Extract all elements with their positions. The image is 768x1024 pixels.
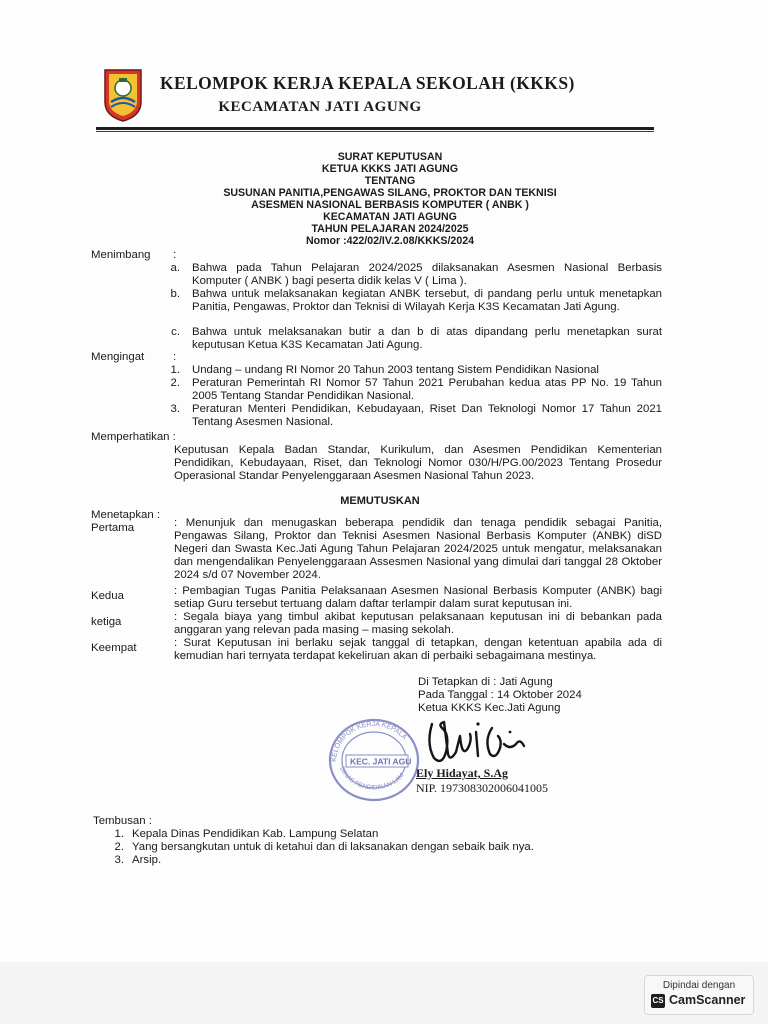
letterhead-rule-thin [96,131,654,132]
stamp-text-bottom: DINAS PENDIDIKAN LAM [338,765,406,792]
tembusan-mark-1: 1. [114,828,124,840]
svg-text:DINAS PENDIDIKAN LAM [338,766,405,792]
camscanner-caption: Dipindai dengan [662,980,736,991]
decree-subject-line-2: ASESMEN NASIONAL BERBASIS KOMPUTER ( ANBK ) [251,199,529,211]
decision-text-ketiga: : Segala biaya yang timbul akibat keputusan pelaksanaan keputusan ini di bebankan pada anggaran yang relevan pada masing – masing sekolah. [174,611,662,636]
menetapkan-label: Menetapkan : [91,509,161,521]
menimbang-item-a: Bahwa pada Tahun Pelajaran 2024/2025 dilaksanakan Asesmen Nasional Berbasis Komputer ( ANBK ) bagi peserta didik kelas V ( Lima ). [192,262,662,287]
signer-name: Ely Hidayat, S.Ag [416,766,509,780]
stamp-text-top: KELOMPOK KERJA KEPALA [330,720,408,763]
decision-text-keempat: : Surat Keputusan ini berlaku sejak tanggal di tetapkan, dengan ketentuan apabila ada di kemudian hari ternyata terdapat kekeliruan akan di perbaiki sebagaimana mestinya. [174,637,662,662]
memperhatikan-text: Keputusan Kepala Badan Standar, Kurikulum, dan Asesmen Pendidikan Kementerian Pendidikan, Kebudayaan, Riset, dan Teknologi Nomor 030/H/PG.00/2023 Tentang Prosedur Operasional Standar Penyelenggaraan Asesmen Nasional Tahun 2023. [174,444,662,482]
memperhatikan-label: Memperhatikan : [91,431,176,443]
organization-name: KELOMPOK KERJA KEPALA SEKOLAH (KKKS) [160,73,575,93]
signer-nip: NIP. 197308302006041005 [416,781,549,795]
handwritten-signature [420,714,530,768]
decision-text-kedua: : Pembagian Tugas Panitia Pelaksanaan Asesmen Nasional Berbasis Komputer (ANBK) bagi setiap Guru tersebut tertuang dalam daftar terlampir dalam surat keputusan ini. [174,585,662,610]
decision-label-keempat: Keempat [91,642,137,654]
decree-about: TENTANG [364,175,416,187]
menimbang-mark-c: c. [171,326,180,338]
mengingat-item-2: Peraturan Pemerintah RI Nomor 57 Tahun 2021 Perubahan kedua atas PP No. 19 Tahun 2005 Tentang Standar Pendidikan Nasional. [192,377,662,402]
memutuskan-title: MEMUTUSKAN [340,495,420,507]
menimbang-mark-b: b. [170,288,180,300]
tembusan-mark-3: 3. [114,854,124,866]
decision-label-kedua: Kedua [91,590,124,602]
decision-text-pertama: : Menunjuk dan menugaskan beberapa pendidik dan tenaga pendidik sebagai Panitia, Pengawas Silang, Proktor dan Teknisi Asesmen Nasional Berbasis Komputer (ANBK) diSD Negeri dan Swasta Kec.Jati Agung Tahun Pelajaran 2024/2025 untuk mengatur, melaksanakan dan mengendalikan Penyelenggaraan Assesmen Nasional yang dimulai dari tanggal 28 Oktober 2024 s/d 07 November 2024. [174,517,662,581]
stamp-text-mid: KEC. JATI AGU [350,756,412,767]
decree-number: Nomor :422/02/IV.2.08/KKKS/2024 [305,235,475,247]
menimbang-label: Menimbang [91,249,151,261]
mengingat-label: Mengingat [91,351,145,363]
decree-year: TAHUN PELAJARAN 2024/2025 [311,223,469,235]
tembusan-mark-2: 2. [114,841,124,853]
organization-district: KECAMATAN JATI AGUNG [218,99,422,115]
tembusan-item-1: Kepala Dinas Pendidikan Kab. Lampung Selatan [132,828,379,840]
mengingat-mark-2: 2. [170,377,180,389]
decision-label-pertama: Pertama [91,522,135,534]
camscanner-brand: CamScanner [669,993,746,1007]
decree-title: SURAT KEPUTUSAN [337,151,443,163]
decree-district: KECAMATAN JATI AGUNG [323,211,457,223]
mengingat-item-1: Undang – undang RI Nomor 20 Tahun 2003 tentang Sistem Pendidikan Nasional [192,364,599,376]
decision-label-ketiga: ketiga [91,616,122,628]
menimbang-colon: : [173,249,177,261]
camscanner-watermark [644,975,754,1015]
tembusan-item-3: Arsip. [132,854,162,866]
signature-position: Ketua KKKS Kec.Jati Agung [418,702,561,714]
mengingat-mark-3: 3. [170,403,180,415]
signature-date: Pada Tanggal : 14 Oktober 2024 [418,689,582,701]
tembusan-item-2: Yang bersangkutan untuk di ketahui dan di laksanakan dengan sebaik baik nya. [132,841,534,853]
decree-subject-line-1: SUSUNAN PANITIA,PENGAWAS SILANG, PROKTOR DAN TEKNISI [223,187,557,199]
menimbang-mark-a: a. [170,262,180,274]
camscanner-logo-icon: CS [651,994,665,1008]
letterhead-rule [96,127,654,130]
mengingat-mark-1: 1. [170,364,180,376]
decree-issuer: KETUA KKKS JATI AGUNG [321,163,459,175]
official-stamp [326,716,422,802]
menimbang-item-c: Bahwa untuk melaksanakan butir a dan b di atas dipandang perlu menetapkan surat keputusan Ketua K3S Kecamatan Jati Agung. [192,326,662,351]
signature-place: Di Tetapkan di : Jati Agung [418,676,553,688]
mengingat-colon: : [173,351,177,363]
menimbang-item-b: Bahwa untuk melaksanakan kegiatan ANBK tersebut, di pandang perlu untuk menetapkan Panitia, Pengawas, Proktor dan Teknisi di Wilayah Kerja K3S Kecamatan Jati Agung. [192,288,662,313]
tembusan-label: Tembusan : [93,815,152,827]
mengingat-item-3: Peraturan Menteri Pendidikan, Kebudayaan, Riset Dan Teknologi Nomor 17 Tahun 2021 Tentang Asesmen Nasional. [192,403,662,428]
